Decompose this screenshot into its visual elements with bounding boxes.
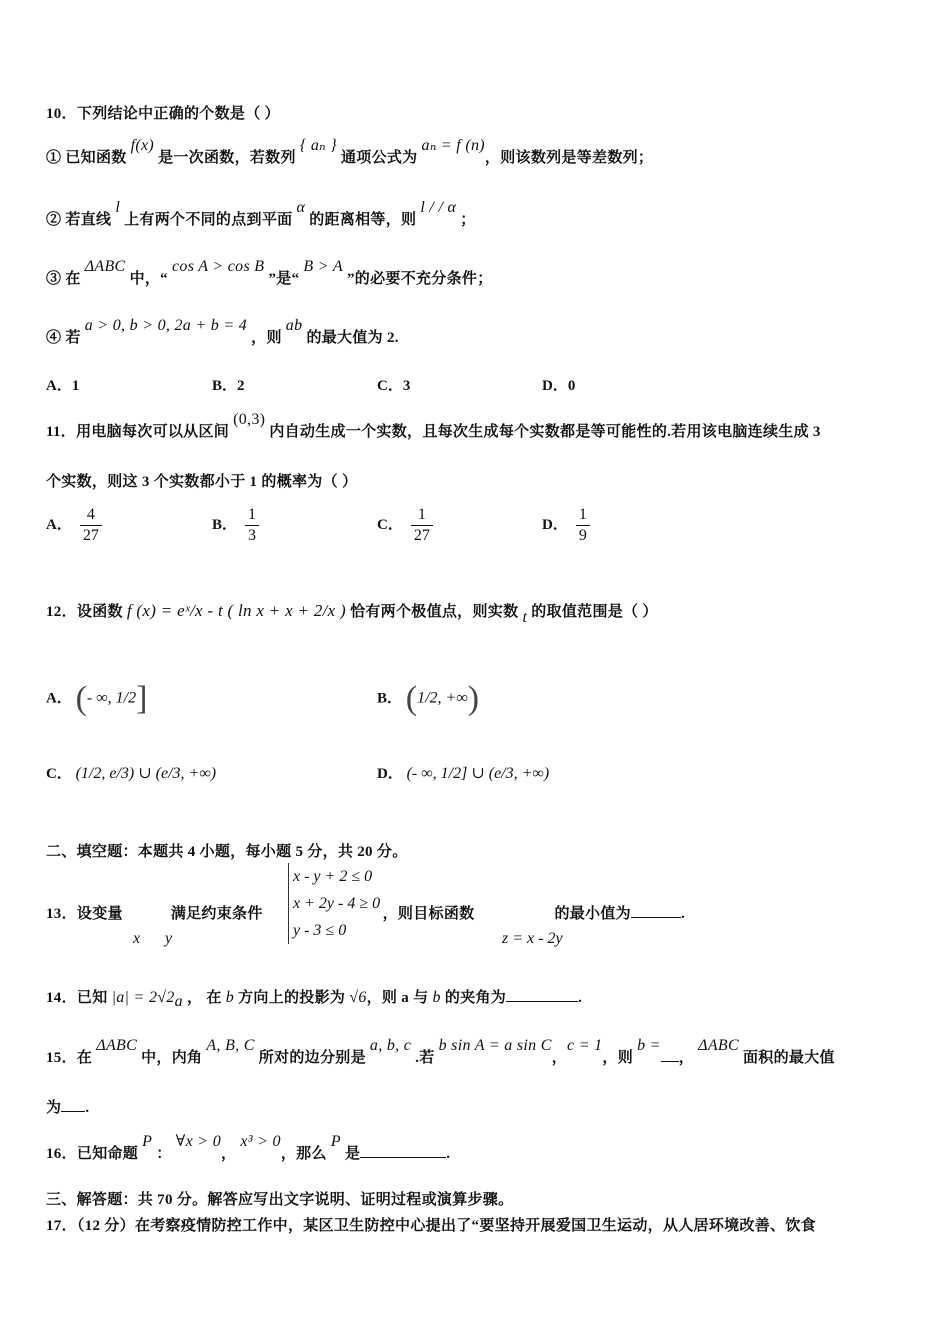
- q10-item-4: ④ 若 a > 0, b > 0, 2a + b = 4 ，则 ab 的最大值为 2.: [46, 317, 399, 346]
- q15-stem-line-1: 15．在 ΔABC 中，内角 A, B, C 所对的边分别是 a, b, c .若 b sin A = a sin C，c = 1，则 b =， ΔABC 面积的最大值: [46, 1037, 835, 1066]
- q13-constraint-system: [288, 863, 380, 944]
- q11-option-c: C． $\frac{1}{27}$: [377, 505, 433, 546]
- q13-var-y: y: [165, 930, 173, 947]
- q10-item-2: ② 若直线 l 上有两个不同的点到平面 α 的距离相等，则 l / / α ；: [46, 199, 476, 228]
- q12-option-c: C． (1/2, e/3) ∪ (e/3, +∞): [46, 765, 217, 782]
- q14-stem: 14．已知 |a| = 2√2a ， 在 b 方向上的投影为 √6，则 a 与 b 的夹角为 .: [46, 989, 583, 1010]
- q11-stem-line-2: 个实数，则这 3 个实数都小于 1 的概率为（ ）: [46, 474, 358, 490]
- q10-option-b: B．2: [212, 378, 245, 394]
- q13-constraint-3: y - 3 ≤ 0: [293, 922, 347, 939]
- q12-option-b: B． (1/2, +∞): [377, 680, 480, 717]
- q11-option-d: D． $\frac{1}{9}$: [542, 505, 590, 546]
- q11-option-b: B． $\frac{1}{3}$: [212, 505, 259, 546]
- q11-option-a: A． $\frac{4}{27}$: [46, 505, 102, 546]
- q12-stem: 12．设函数 f (x) = eˣ/x - t ( ln x + x + 2/x ) 恰有两个极值点，则实数 t 的取值范围是（ ）: [46, 601, 658, 626]
- q13-stem: 13．设变量 满足约束条件 ，则目标函数 的最小值为 .: [46, 902, 685, 923]
- q10-option-a: A．1: [46, 378, 80, 394]
- q13-constraint-2: x + 2y - 4 ≥ 0: [293, 895, 381, 912]
- q13-var-x: x: [133, 930, 141, 947]
- q13-objective: z = x - 2y: [502, 930, 563, 947]
- q10-option-c: C．3: [377, 378, 411, 394]
- q17-stem: 17．（12 分）在考察疫情防控工作中，某区卫生防控中心提出了“要坚持开展爱国卫生运动，从人居环境改善、饮食: [46, 1218, 816, 1234]
- q10-option-d: D．0: [542, 378, 576, 394]
- q16-stem: 16．已知命题 P ： ∀x > 0， x³ > 0，那么 P 是 .: [46, 1133, 451, 1162]
- q13-constraint-1: x - y + 2 ≤ 0: [293, 868, 373, 885]
- section-3-heading: 三、解答题：共 70 分。解答应写出文字说明、证明过程或演算步骤。: [46, 1192, 514, 1208]
- q15-stem-line-2: 为 .: [46, 1096, 89, 1117]
- q12-option-a: A． (- ∞, 1/2]: [46, 680, 148, 717]
- q10-item-3: ③ 在 ΔABC 中，“ cos A > cos B ”是“ B > A ”的必要不充分条件；: [46, 258, 493, 287]
- q11-stem-line-1: 11．用电脑每次可以从区间 (0,3) 内自动生成一个实数，且每次生成每个实数都是等可能性的.若用该电脑连续生成 3: [46, 411, 821, 440]
- q12-option-d: D． (- ∞, 1/2] ∪ (e/3, +∞): [377, 765, 550, 782]
- q10-stem: 10．下列结论中正确的个数是（ ）: [46, 106, 280, 122]
- q10-item-1: ① 已知函数 f(x) 是一次函数，若数列 { aₙ } 通项公式为 aₙ = f (n)，则该数列是等差数列；: [46, 137, 654, 166]
- section-2-heading: 二、填空题：本题共 4 小题，每小题 5 分，共 20 分。: [46, 844, 408, 860]
